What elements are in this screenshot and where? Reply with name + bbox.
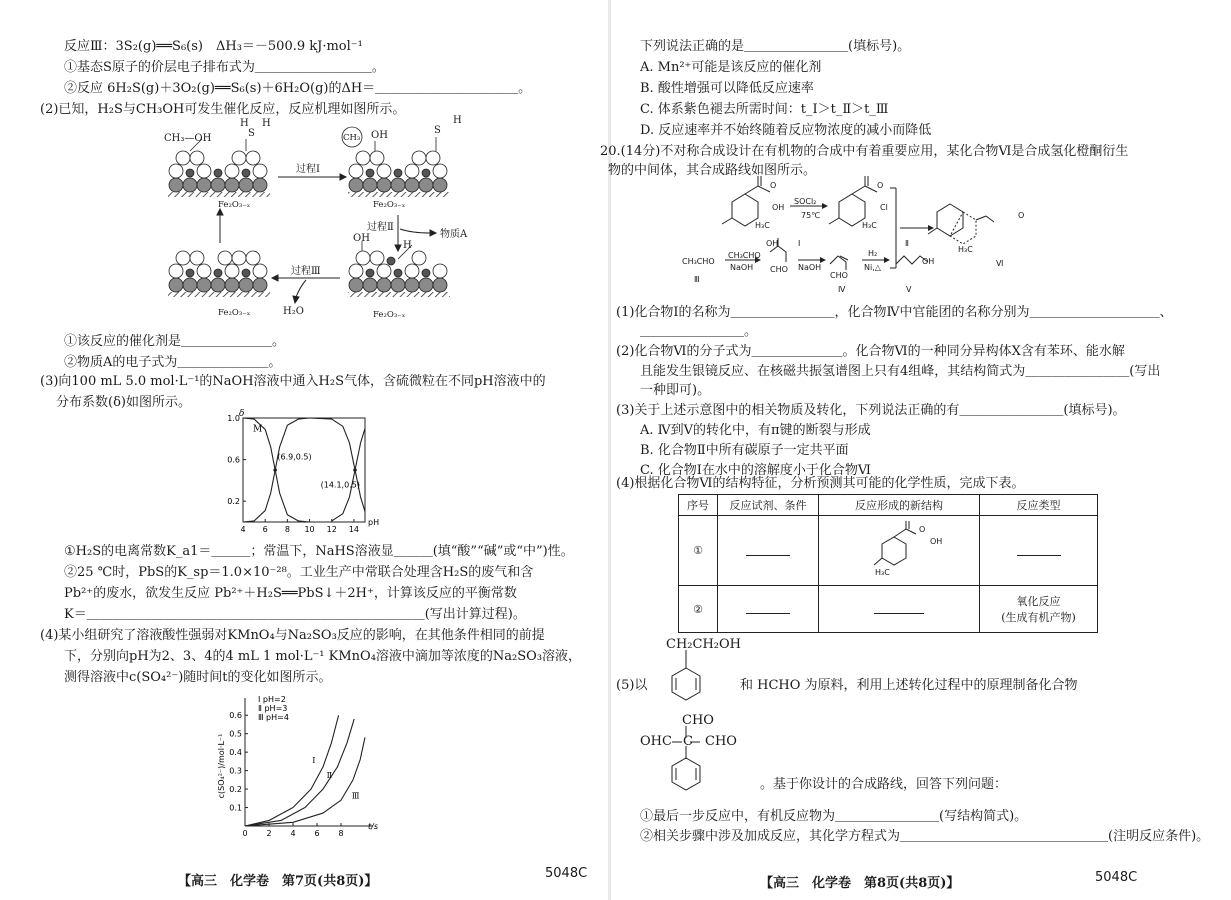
- label-h: H: [453, 115, 462, 126]
- reagent-cell: [718, 516, 819, 586]
- text-line: 下列说法正确的是＿＿＿＿＿＿＿＿(填标号)。: [640, 39, 911, 54]
- label-compound-iii: Ⅲ: [694, 275, 700, 284]
- page-footer: 【高三 化学卷 第7页(共8页)】: [178, 874, 378, 889]
- synthesis-scheme: [670, 178, 1000, 298]
- y-axis-label: δ: [239, 409, 245, 419]
- legend-entry: Ⅱ pH=3: [258, 704, 288, 713]
- label-oh: OH: [353, 233, 370, 244]
- text-line: B. 化合物Ⅱ中所有碳原子一定共平面: [640, 443, 849, 458]
- label-oh: OH: [930, 537, 943, 546]
- concentration-chart: [210, 688, 380, 838]
- legend-entry: Ⅰ pH=2: [258, 695, 286, 704]
- text-line: (5)以: [616, 678, 648, 693]
- label-h: H: [262, 118, 271, 129]
- label-compound-ii: Ⅱ: [905, 239, 909, 248]
- label-oh: OH: [766, 239, 779, 248]
- text-line: (3)向100 mL 5.0 mol·L⁻¹的NaOH溶液中通入H₂S气体，含硫微粒在不同pH溶液中的: [40, 374, 546, 389]
- label-ni: Ni,△: [864, 263, 881, 272]
- text-line: 且能发生银镜反应、在核磁共振氢谱图上只有4组峰，其结构简式为＿＿＿＿＿＿＿＿(写出: [640, 364, 1161, 379]
- text-line: C. 体系紫色褪去所需时间：t_Ⅰ＞t_Ⅱ＞t_Ⅲ: [640, 102, 889, 117]
- label-compound-vi: Ⅵ: [996, 259, 1004, 268]
- label-o: O: [919, 525, 926, 534]
- answer-blank[interactable]: [1017, 543, 1061, 556]
- text-line: 测得溶液中c(SO₄²⁻)随时间t的变化如图所示。: [64, 670, 332, 685]
- label-process-3: 过程Ⅲ: [291, 266, 321, 277]
- label-substance-a: 物质A: [440, 229, 468, 240]
- text-line: 20.(14分)不对称合成设计在有机物的合成中有着重要应用，某化合物Ⅵ是合成氢化橙酮衍生: [600, 144, 1129, 159]
- x-tick-label: 8: [338, 829, 344, 838]
- table-row: [679, 516, 1098, 586]
- legend-entry: Ⅲ pH=4: [258, 713, 289, 722]
- reaction-type: 氧化反应: [1016, 595, 1061, 608]
- label-cho: CHO: [705, 734, 737, 749]
- text-line: ①该反应的催化剂是＿＿＿＿＿＿＿。: [64, 334, 286, 349]
- label-ch2ch2oh: CH₂CH₂OH: [666, 637, 741, 652]
- y-tick-label: 0.6: [227, 455, 240, 465]
- property-table: [678, 494, 1098, 633]
- text-line: 物的中间体，其合成路线如图所示。: [608, 163, 817, 178]
- label-h3c: H₃C: [755, 221, 770, 230]
- text-line: (3)关于上述示意图中的相关物质及转化，下列说法正确的有＿＿＿＿＿＿＿＿(填标号)。: [616, 403, 1126, 418]
- label-cho: CHO: [770, 265, 788, 274]
- label-h: H: [240, 118, 249, 129]
- y-tick-label: 0.6: [229, 711, 242, 721]
- label-compound-v: Ⅴ: [906, 285, 912, 294]
- label-temperature: 75℃: [801, 211, 821, 220]
- catalyst-surface-1: [168, 139, 270, 197]
- table-header: 反应试剂、条件: [718, 495, 819, 516]
- label-cho: CHO: [830, 271, 848, 280]
- reaction-type-note: (生成有机产物): [1001, 611, 1076, 624]
- table-row: [679, 586, 1098, 633]
- text-line: Pb²⁺的废水，欲发生反应 Pb²⁺＋H₂S══PbS↓＋2H⁺，计算该反应的平衡常数: [64, 586, 517, 601]
- label-ch3-circled: CH₃: [343, 133, 361, 143]
- table-header: 反应类型: [980, 495, 1098, 516]
- y-tick-label: 0.3: [229, 766, 242, 776]
- text-line: ②25 ℃时，PbS的K_sp＝1.0×10⁻²⁸。工业生产中常联合处理含H₂S的废气和含: [64, 565, 534, 580]
- label-s: S: [248, 128, 255, 139]
- series-line: [245, 715, 339, 826]
- label-h3c: H₃C: [958, 245, 973, 254]
- text-line: ②物质A的电子式为＿＿＿＿＿＿＿。: [64, 355, 282, 370]
- catalyst-surface-4: [168, 251, 270, 297]
- page-code: 5048C: [545, 866, 588, 881]
- text-line: ②相关步骤中涉及加成反应，其化学方程式为＿＿＿＿＿＿＿＿＿＿＿＿＿＿＿＿(注明反应条件)。: [640, 829, 1210, 844]
- data-point: [353, 468, 357, 472]
- text-line: (4)某小组研究了溶液酸性强弱对KMnO₄与Na₂SO₃反应的影响，在其他条件相同的前提: [40, 628, 545, 643]
- answer-blank[interactable]: [746, 601, 790, 614]
- series-label: Ⅲ: [351, 791, 360, 801]
- benzoic-acid-structure: [854, 519, 944, 579]
- x-tick-label: 0: [242, 829, 248, 838]
- label-c: C: [683, 734, 693, 749]
- row-number: ②: [679, 586, 718, 633]
- label-reagent-top: CH₃CHO: [728, 251, 761, 260]
- mechanism-diagram: [150, 115, 480, 330]
- label-compound-i: Ⅰ: [798, 239, 801, 248]
- label-compound-iv: Ⅳ: [838, 285, 846, 294]
- text-line: 分布系数(δ)如图所示。: [56, 395, 191, 410]
- y-tick-label: 1.0: [227, 414, 240, 423]
- x-axis-label: pH: [368, 518, 380, 527]
- page-code: 5048C: [1095, 870, 1138, 885]
- text-line: (2)化合物Ⅵ的分子式为＿＿＿＿＿＿＿。化合物Ⅵ的一种同分异构体X含有苯环、能水解: [616, 344, 1125, 359]
- y-tick-label: 0.4: [229, 748, 242, 758]
- text-line: 下，分别向pH为2、3、4的4 mL 1 mol·L⁻¹ KMnO₄溶液中滴加等浓度的Na₂SO₃溶液，: [64, 649, 582, 664]
- x-tick-label: 4: [290, 829, 296, 838]
- label-surface: Fe₂O₃₋ₓ: [218, 308, 251, 318]
- label-o: O: [1018, 211, 1025, 220]
- label-cl: Cl: [880, 203, 888, 212]
- row-number: ①: [679, 516, 718, 586]
- y-tick-label: 0.5: [229, 729, 242, 739]
- label-surface: Fe₂O₃₋ₓ: [373, 310, 406, 320]
- structure-cell: [819, 516, 980, 586]
- point-annotation: (14.1,0.5): [320, 480, 360, 490]
- y-tick-label: 0.2: [229, 785, 242, 795]
- data-point: [273, 468, 277, 472]
- text-line: ①基态S原子的价层电子排布式为＿＿＿＿＿＿＿＿＿。: [64, 60, 385, 75]
- structure-cell: [819, 586, 980, 633]
- label-h3c: H₃C: [862, 221, 877, 230]
- text-line: ①H₂S的电离常数K_a1＝＿＿＿；常温下，NaHS溶液显＿＿＿(填“酸”“碱”或“中”)性。: [64, 544, 574, 559]
- label-cho: CHO: [682, 713, 714, 728]
- text-line: D. 反应速率并不始终随着反应物浓度的减小而降低: [640, 123, 932, 138]
- text-line: B. 酸性增强可以降低反应速率: [640, 81, 814, 96]
- answer-blank[interactable]: [874, 601, 924, 614]
- label-reagent-bottom: NaOH: [730, 263, 754, 272]
- series-label: Ⅰ: [312, 756, 316, 766]
- text-line: A. Ⅳ到Ⅴ的转化中，有π键的断裂与形成: [640, 423, 871, 438]
- x-axis-label: t/s: [368, 822, 378, 831]
- x-tick-label: 6: [262, 525, 268, 534]
- label-s: S: [434, 125, 441, 136]
- y-tick-label: 0.1: [229, 803, 242, 813]
- label-h: H: [403, 240, 412, 251]
- x-tick-label: 8: [284, 525, 290, 534]
- label-h2o: H₂O: [283, 306, 304, 317]
- text-line: ＿＿＿＿＿＿＿＿。: [640, 324, 758, 339]
- text-line: (4)根据化合物Ⅵ的结构特征，分析预测其可能的化学性质，完成下表。: [616, 476, 1025, 491]
- text-line: 。基于你设计的合成路线，回答下列问题：: [760, 777, 1008, 792]
- phenylethanol-structure: [656, 650, 716, 720]
- label-surface: Fe₂O₃₋ₓ: [373, 200, 406, 210]
- text-line: 和 HCHO 为原料，利用上述转化过程中的原理制备化合物: [740, 678, 1078, 693]
- label-surface: Fe₂O₃₋ₓ: [218, 200, 251, 210]
- text-line: 反应Ⅲ：3S₂(g)══S₆(s) ΔH₃＝－500.9 kJ·mol⁻¹: [64, 39, 363, 54]
- text-line: 一种即可)。: [640, 383, 711, 398]
- x-tick-label: 14: [348, 525, 360, 534]
- series-label-m: M: [252, 424, 263, 435]
- y-tick-label: 0.2: [227, 497, 240, 507]
- series-line: [332, 428, 365, 521]
- text-line: A. Mn²⁺可能是该反应的催化剂: [640, 60, 822, 75]
- answer-blank[interactable]: [746, 543, 790, 556]
- product-structure: [656, 720, 716, 800]
- label-oh: OH: [371, 130, 388, 141]
- table-header-row: [679, 495, 1098, 516]
- label-process-2: 过程Ⅱ: [367, 222, 394, 233]
- label-ch3-oh: CH₃—OH: [164, 133, 212, 144]
- label-o: O: [877, 181, 884, 190]
- y-axis-label: c(SO₄²⁻)/mol·L⁻¹: [217, 733, 226, 799]
- x-tick-label: 6: [314, 829, 320, 838]
- label-socl2: SOCl₂: [794, 197, 817, 206]
- table-header: 序号: [679, 495, 718, 516]
- series-label: Ⅱ: [326, 771, 333, 780]
- text-line: (1)化合物Ⅰ的名称为＿＿＿＿＿＿＿＿，化合物Ⅳ中官能团的名称分别为＿＿＿＿＿＿＿＿＿＿、: [616, 305, 1173, 320]
- label-oh: OH: [922, 257, 935, 266]
- x-tick-label: 12: [326, 525, 337, 534]
- x-tick-label: 4: [240, 525, 246, 534]
- label-naoh: NaOH: [798, 263, 822, 272]
- x-tick-label: 10: [304, 525, 315, 534]
- distribution-chart: [225, 409, 380, 540]
- reagent-cell: [718, 586, 819, 633]
- type-cell: [980, 586, 1098, 633]
- text-line: ②反应 6H₂S(g)＋3O₂(g)══S₆(s)＋6H₂O(g)的ΔH＝＿＿＿＿＿＿＿＿＿＿＿。: [64, 81, 532, 96]
- label-h2: H₂: [868, 249, 878, 258]
- text-line: ①最后一步反应中，有机反应物为＿＿＿＿＿＿＿＿(写结构简式)。: [640, 809, 1028, 824]
- label-ch3cho: CH₃CHO: [682, 257, 715, 266]
- point-annotation: (6.9,0.5): [277, 452, 312, 462]
- series-line: [245, 719, 354, 826]
- page-left: [0, 0, 610, 900]
- page-right: [600, 0, 1231, 900]
- label-ohc: OHC: [640, 734, 672, 749]
- label-process-1: 过程Ⅰ: [296, 164, 320, 175]
- x-tick-label: 2: [266, 829, 272, 838]
- label-h3c: H₃C: [875, 568, 890, 577]
- type-cell: [980, 516, 1098, 586]
- text-line: C. 化合物Ⅰ在水中的溶解度小于化合物Ⅵ: [640, 463, 871, 478]
- text-line: (2)已知，H₂S与CH₃OH可发生催化反应，反应机理如图所示。: [40, 102, 406, 117]
- page-footer: 【高三 化学卷 第8页(共8页)】: [760, 876, 960, 891]
- label-o: O: [770, 181, 777, 190]
- table-header: 反应形成的新结构: [819, 495, 980, 516]
- series-line: [245, 737, 365, 826]
- label-oh: OH: [772, 203, 785, 212]
- text-line: K＝＿＿＿＿＿＿＿＿＿＿＿＿＿＿＿＿＿＿＿＿＿＿＿＿＿＿(写出计算过程)。: [64, 607, 526, 622]
